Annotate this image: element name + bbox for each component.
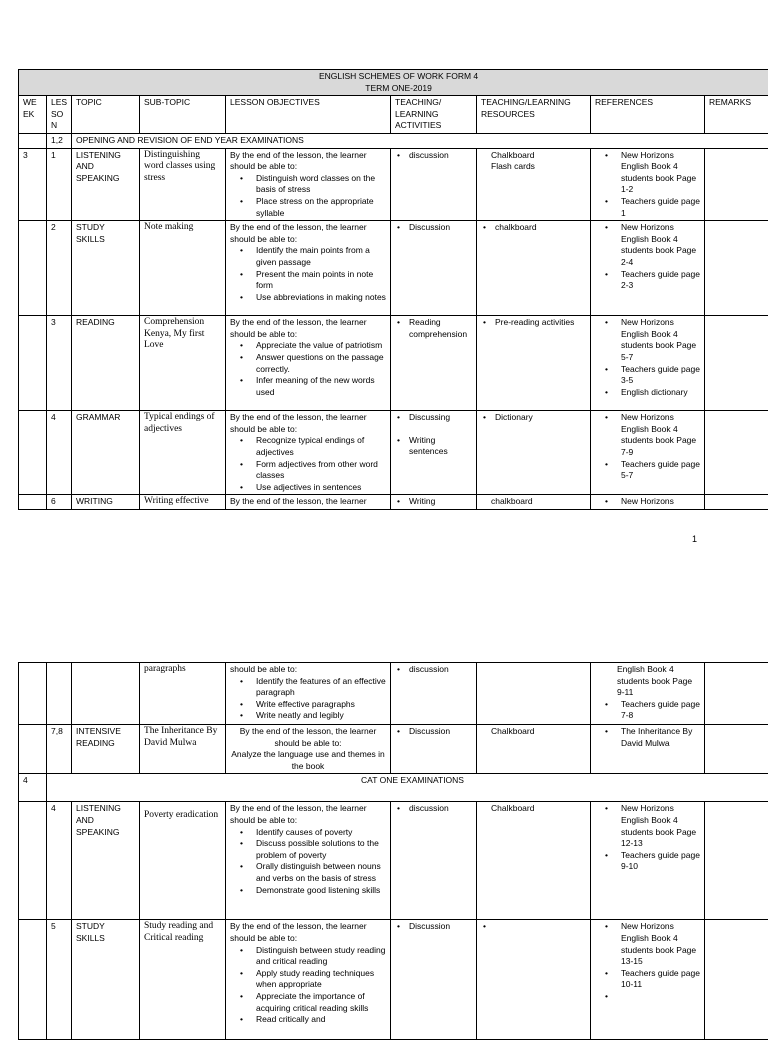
remarks-cell <box>705 802 768 920</box>
references-cell <box>591 663 705 725</box>
activities-cell <box>391 495 477 510</box>
header-resources: TEACHING/LEARNING RESOURCES <box>477 96 591 134</box>
header-subtopic: SUB-TOPIC <box>140 96 226 134</box>
reference-item: • Teachers guide page 2-3 <box>621 269 700 292</box>
references-cell <box>591 411 705 495</box>
week-cell <box>19 920 47 1040</box>
scheme-table-page-2 <box>18 662 768 1040</box>
objective-item: • Form adjectives from other word classes <box>256 459 386 482</box>
table-row <box>19 802 768 920</box>
scheme-table-page-1 <box>18 69 768 510</box>
remarks-cell <box>705 663 768 725</box>
cat-week: 4 <box>19 774 47 802</box>
activity-item: • discussion <box>409 664 472 676</box>
topic-cell: WRITING <box>72 495 140 510</box>
week-cell <box>19 663 47 725</box>
objectives-cell <box>226 663 391 725</box>
week-cell <box>19 411 47 495</box>
objective-item: • Orally distinguish between nouns and verbs on the basis of stress <box>256 861 386 884</box>
topic-cell: INTENSIVE READING <box>72 725 140 774</box>
remarks-cell <box>705 495 768 510</box>
week-cell: 3 <box>19 148 47 221</box>
objective-item: • Answer questions on the passage correctly. <box>256 352 386 375</box>
reference-item: • Teachers guide page 7-8 <box>621 699 700 722</box>
subtopic-cell: Typical endings of adjectives <box>140 411 226 495</box>
objectives-intro: By the end of the lesson, the learner should be able to: <box>230 412 386 435</box>
resources-cell <box>477 221 591 316</box>
subtopic-cell: Distinguishing word classes using stress <box>140 148 226 221</box>
references-cell <box>591 148 705 221</box>
opening-row <box>19 133 768 148</box>
remarks-cell <box>705 725 768 774</box>
week-cell <box>19 802 47 920</box>
resource-item: • Dictionary <box>495 412 586 424</box>
activity-item: • Discussion <box>409 726 472 738</box>
resource-item: Chalkboard <box>491 150 586 162</box>
table-row <box>19 725 768 774</box>
reference-item: • Teachers guide page 1 <box>621 196 700 219</box>
remarks-cell <box>705 148 768 221</box>
subtopic-cell: Note making <box>140 221 226 316</box>
objectives-intro: By the end of the lesson, the learner should be able to: <box>230 803 386 826</box>
references-cell <box>591 725 705 774</box>
subtopic-cell: Study reading and Critical reading <box>140 920 226 1040</box>
reference-item: English Book 4 students book Page 9-11 <box>595 664 700 699</box>
week-cell <box>19 316 47 411</box>
resources-cell: Chalkboard <box>477 802 591 920</box>
resources-cell: chalkboard <box>477 495 591 510</box>
objective-item: • Present the main points in note form <box>256 269 386 292</box>
objectives-cell <box>226 725 391 774</box>
activity-item: • Writing sentences <box>409 435 472 458</box>
objective-item: • Identify the features of an effective paragraph <box>256 676 386 699</box>
reference-item: • English dictionary <box>621 387 700 399</box>
lesson-cell: 4 <box>47 411 72 495</box>
objectives-cell: By the end of the lesson, the learner <box>226 495 391 510</box>
references-cell <box>591 495 705 510</box>
table-row <box>19 920 768 1040</box>
activity-item: • Discussion <box>409 222 472 234</box>
header-topic: TOPIC <box>72 96 140 134</box>
resource-item: Flash cards <box>491 161 586 173</box>
resources-cell <box>477 920 591 1040</box>
objective-item: • Write neatly and legibly <box>256 710 386 722</box>
topic-cell: STUDY SKILLS <box>72 920 140 1040</box>
activities-cell <box>391 802 477 920</box>
reference-item: • Teachers guide page 10-11 <box>621 968 700 991</box>
resources-cell: Chalkboard <box>477 725 591 774</box>
activity-item: • discussion <box>409 803 472 815</box>
objective-item: • Place stress on the appropriate syllable <box>256 196 386 219</box>
table-row <box>19 411 768 495</box>
header-lesson: LES SO N <box>47 96 72 134</box>
activities-cell <box>391 663 477 725</box>
cat-title: CAT ONE EXAMINATIONS <box>47 774 768 802</box>
objective-item: • Recognize typical endings of adjectives <box>256 435 386 458</box>
resource-item: • chalkboard <box>495 222 586 234</box>
resources-cell <box>477 663 591 725</box>
reference-item: • New Horizons English Book 4 students book Page 7-9 <box>621 412 700 458</box>
objective-item: • Identify the main points from a given passage <box>256 245 386 268</box>
table-row <box>19 221 768 316</box>
objective-item: • Identify causes of poverty <box>256 827 386 839</box>
remarks-cell <box>705 920 768 1040</box>
activities-cell <box>391 411 477 495</box>
reference-item: • New Horizons English Book 4 students book Page 12-13 <box>621 803 700 849</box>
reference-item: • New Horizons English Book 4 students book Page 1-2 <box>621 150 700 196</box>
subtopic-cell: paragraphs <box>140 663 226 725</box>
references-cell <box>591 802 705 920</box>
resources-cell <box>477 316 591 411</box>
header-activities: TEACHING/ LEARNING ACTIVITIES <box>391 96 477 134</box>
term-title: TERM ONE-2019 <box>23 83 768 95</box>
objectives-cell <box>226 148 391 221</box>
objective-item: • Use adjectives in sentences <box>256 482 386 494</box>
reference-item: • New Horizons English Book 4 students book Page 2-4 <box>621 222 700 268</box>
reference-item: • New Horizons <box>621 496 700 508</box>
header-week: WE EK <box>19 96 47 134</box>
subtopic-cell: Comprehension Kenya, My first Love <box>140 316 226 411</box>
page-number: 1 <box>692 534 697 544</box>
remarks-cell <box>705 411 768 495</box>
objectives-intro: By the end of the lesson, the learner should be able to: <box>230 726 386 749</box>
opening-lesson: 1,2 <box>47 133 72 148</box>
resources-cell <box>477 411 591 495</box>
reference-item: • Teachers guide page 9-10 <box>621 850 700 873</box>
objective-item: • Distinguish word classes on the basis of stress <box>256 173 386 196</box>
activity-item: • Discussing <box>409 412 472 424</box>
objectives-intro: By the end of the lesson, the learner should be able to: <box>230 921 386 944</box>
week-cell <box>19 221 47 316</box>
header-objectives: LESSON OBJECTIVES <box>226 96 391 134</box>
topic-cell: READING <box>72 316 140 411</box>
remarks-cell <box>705 221 768 316</box>
document-title: ENGLISH SCHEMES OF WORK FORM 4 <box>23 71 768 83</box>
activity-item: • discussion <box>409 150 472 162</box>
reference-item: • Teachers guide page 3-5 <box>621 364 700 387</box>
objective-item: • Infer meaning of the new words used <box>256 375 386 398</box>
table-row <box>19 148 768 221</box>
subtopic-cell: Writing effective <box>140 495 226 510</box>
topic-cell: STUDY SKILLS <box>72 221 140 316</box>
activity-item: • Writing <box>409 496 472 508</box>
title-row <box>19 70 768 96</box>
topic-cell: GRAMMAR <box>72 411 140 495</box>
activities-cell <box>391 920 477 1040</box>
lesson-cell: 2 <box>47 221 72 316</box>
lesson-cell: 5 <box>47 920 72 1040</box>
reference-item: • Teachers guide page 5-7 <box>621 459 700 482</box>
subtopic-cell: Poverty eradication <box>140 802 226 920</box>
cat-row <box>19 774 768 802</box>
header-row <box>19 96 768 134</box>
objectives-cell <box>226 920 391 1040</box>
header-references: REFERENCES <box>591 96 705 134</box>
opening-text: OPENING AND REVISION OF END YEAR EXAMINATIONS <box>72 133 768 148</box>
lesson-cell: 3 <box>47 316 72 411</box>
objectives-cell <box>226 802 391 920</box>
activities-cell <box>391 725 477 774</box>
resource-item: • Pre-reading activities <box>495 317 586 329</box>
references-cell <box>591 920 705 1040</box>
lesson-cell: 6 <box>47 495 72 510</box>
week-cell <box>19 495 47 510</box>
objectives-cell <box>226 221 391 316</box>
activity-item: • Reading comprehension <box>409 317 472 340</box>
objective-item: • Distinguish between study reading and critical reading <box>256 945 386 968</box>
objective-item: • Discuss possible solutions to the problem of poverty <box>256 838 386 861</box>
lesson-cell: 7,8 <box>47 725 72 774</box>
table-row <box>19 495 768 510</box>
header-remarks: REMARKS <box>705 96 768 134</box>
topic-cell: LISTENING AND SPEAKING <box>72 148 140 221</box>
activity-item: • Discussion <box>409 921 472 933</box>
objectives-intro: By the end of the lesson, the learner should be able to: <box>230 150 386 173</box>
objectives-intro: By the end of the lesson, the learner should be able to: <box>230 222 386 245</box>
objective-item: • Use abbreviations in making notes <box>256 292 386 304</box>
activities-cell <box>391 316 477 411</box>
topic-cell: LISTENING AND SPEAKING <box>72 802 140 920</box>
objective-item: • Appreciate the importance of acquiring critical reading skills <box>256 991 386 1014</box>
resources-cell <box>477 148 591 221</box>
objective-item: • Demonstrate good listening skills <box>256 885 386 897</box>
objectives-intro: should be able to: <box>230 664 386 676</box>
topic-cell <box>72 663 140 725</box>
references-cell <box>591 316 705 411</box>
objective-item: • Appreciate the value of patriotism <box>256 340 386 352</box>
reference-item: • The Inheritance By David Mulwa <box>621 726 700 749</box>
week-cell <box>19 725 47 774</box>
table-row <box>19 663 768 725</box>
subtopic-cell: The Inheritance By David Mulwa <box>140 725 226 774</box>
lesson-cell: 1 <box>47 148 72 221</box>
lesson-cell <box>47 663 72 725</box>
remarks-cell <box>705 316 768 411</box>
references-cell <box>591 221 705 316</box>
objective-text: Analyze the language use and themes in the book <box>230 749 386 772</box>
lesson-cell: 4 <box>47 802 72 920</box>
activities-cell <box>391 148 477 221</box>
objective-item: • Write effective paragraphs <box>256 699 386 711</box>
objectives-cell <box>226 316 391 411</box>
objectives-cell <box>226 411 391 495</box>
activities-cell <box>391 221 477 316</box>
reference-item: • New Horizons English Book 4 students book Page 13-15 <box>621 921 700 967</box>
table-row <box>19 316 768 411</box>
reference-item: • New Horizons English Book 4 students book Page 5-7 <box>621 317 700 363</box>
objectives-intro: By the end of the lesson, the learner should be able to: <box>230 317 386 340</box>
objective-item: • Apply study reading techniques when appropriate <box>256 968 386 991</box>
objective-item: • Read critically and <box>256 1014 386 1026</box>
